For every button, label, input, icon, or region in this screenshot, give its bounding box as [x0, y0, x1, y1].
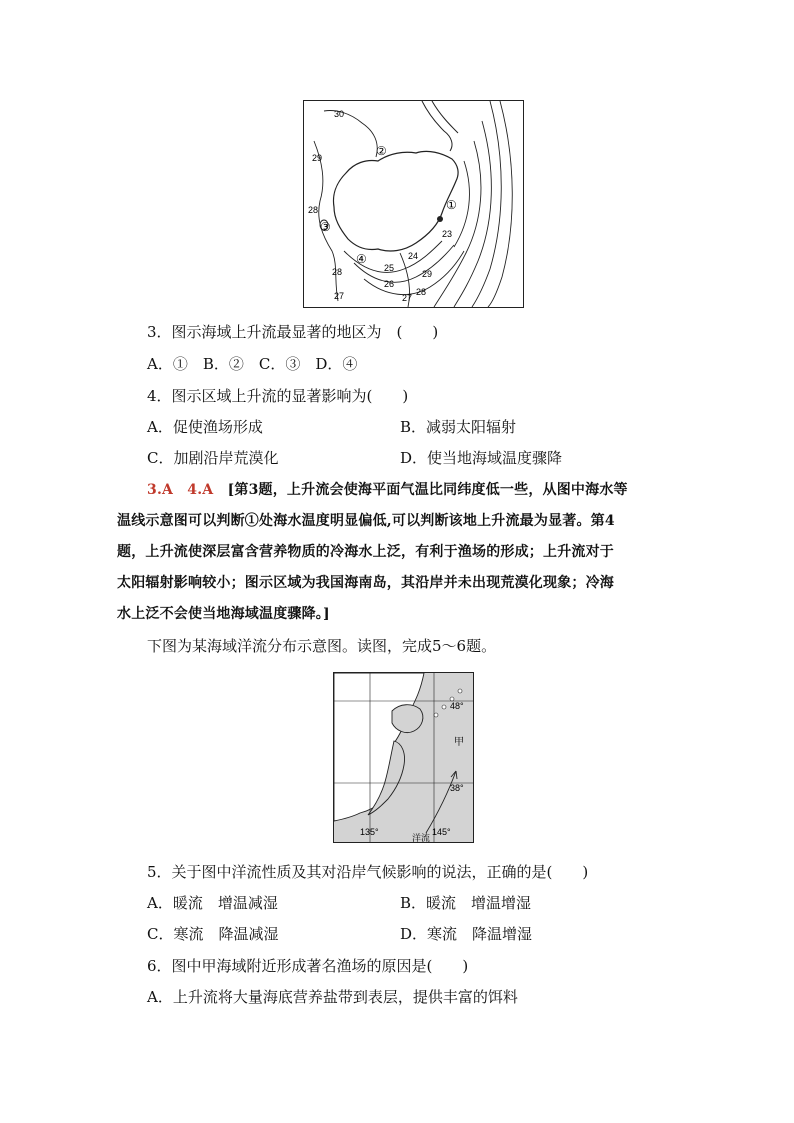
marker-1: ①	[446, 198, 457, 212]
q5-option-d: D．寒流 降温增湿	[400, 925, 533, 943]
island-shape	[334, 151, 459, 251]
marker-4: ④	[356, 252, 367, 266]
lat-38-label: 38°	[450, 783, 464, 793]
answer-line-3: 题，上升流使深层富含营养物质的冷海水上泛，有利于渔场的形成；上升流对于	[117, 544, 614, 560]
contour-label: 28	[308, 205, 319, 215]
contour-label: 28	[332, 267, 343, 277]
jia-label: 甲	[454, 737, 464, 748]
current-label: 洋流	[412, 833, 431, 842]
ocean-current-map-svg	[334, 673, 473, 842]
q6-option-a: A．上升流将大量海底营养盐带到表层，提供丰富的饵料	[147, 988, 518, 1006]
isotherm-map	[303, 100, 524, 308]
answer-line-2: 温线示意图可以判断①处海水温度明显偏低,可以判断该地上升流最为显著。第4	[117, 513, 615, 529]
lat-48-label: 48°	[450, 701, 464, 711]
q5-option-c: C．寒流 降温减湿	[147, 925, 279, 943]
q4-option-d: D．使当地海域温度骤降	[400, 449, 563, 467]
contour-label: 27	[334, 291, 345, 301]
q5-option-a: A．暖流 增温减湿	[147, 894, 278, 912]
contour-label: 30	[334, 109, 345, 119]
contour-label: 29	[422, 269, 433, 279]
contour-label: 27	[402, 293, 413, 303]
isotherm-map-svg	[304, 101, 523, 307]
ocean-current-map	[333, 672, 474, 843]
answer-text-1: [第3题，上升流会使海平面气温比同纬度低一些，从图中海水等	[227, 482, 628, 498]
answer-key: 3.A 4.A	[147, 482, 214, 498]
q3-stem: 3．图示海域上升流最显著的地区为 ( )	[147, 323, 439, 341]
contour-label: 24	[408, 251, 419, 261]
q4-option-a: A．促使渔场形成	[147, 418, 263, 436]
answer-line-1	[117, 480, 628, 500]
q5-stem: 5．关于图中洋流性质及其对沿岸气候影响的说法，正确的是( )	[147, 863, 589, 881]
q4-option-c: C．加剧沿岸荒漠化	[147, 449, 279, 467]
answer-line-5: 水上泛不会使当地海域温度骤降。]	[117, 606, 330, 622]
lon-135-label: 135°	[360, 827, 379, 837]
q4-option-b: B．减弱太阳辐射	[400, 418, 517, 436]
answer-line-4: 太阳辐射影响较小；图示区域为我国海南岛，其沿岸并未出现荒漠化现象；冷海	[117, 575, 614, 591]
lon-145-label: 145°	[432, 827, 451, 837]
contour-label: 29	[312, 153, 323, 163]
contour-label: 25	[384, 263, 395, 273]
q5-option-b: B．暖流 增温增湿	[400, 894, 532, 912]
marker-2: ②	[376, 144, 387, 158]
marker-3: ③	[320, 220, 331, 234]
q4-stem: 4．图示区域上升流的显著影响为( )	[147, 387, 409, 405]
contour-label: 26	[384, 279, 395, 289]
q6-stem: 6．图中甲海域附近形成著名渔场的原因是( )	[147, 957, 469, 975]
contour-label: 23	[442, 229, 453, 239]
contour-label: 28	[416, 287, 427, 297]
intro-q5-6: 下图为某海域洋流分布示意图。读图，完成5～6题。	[147, 637, 497, 655]
q3-options: A．① B．② C．③ D．④	[147, 355, 358, 373]
